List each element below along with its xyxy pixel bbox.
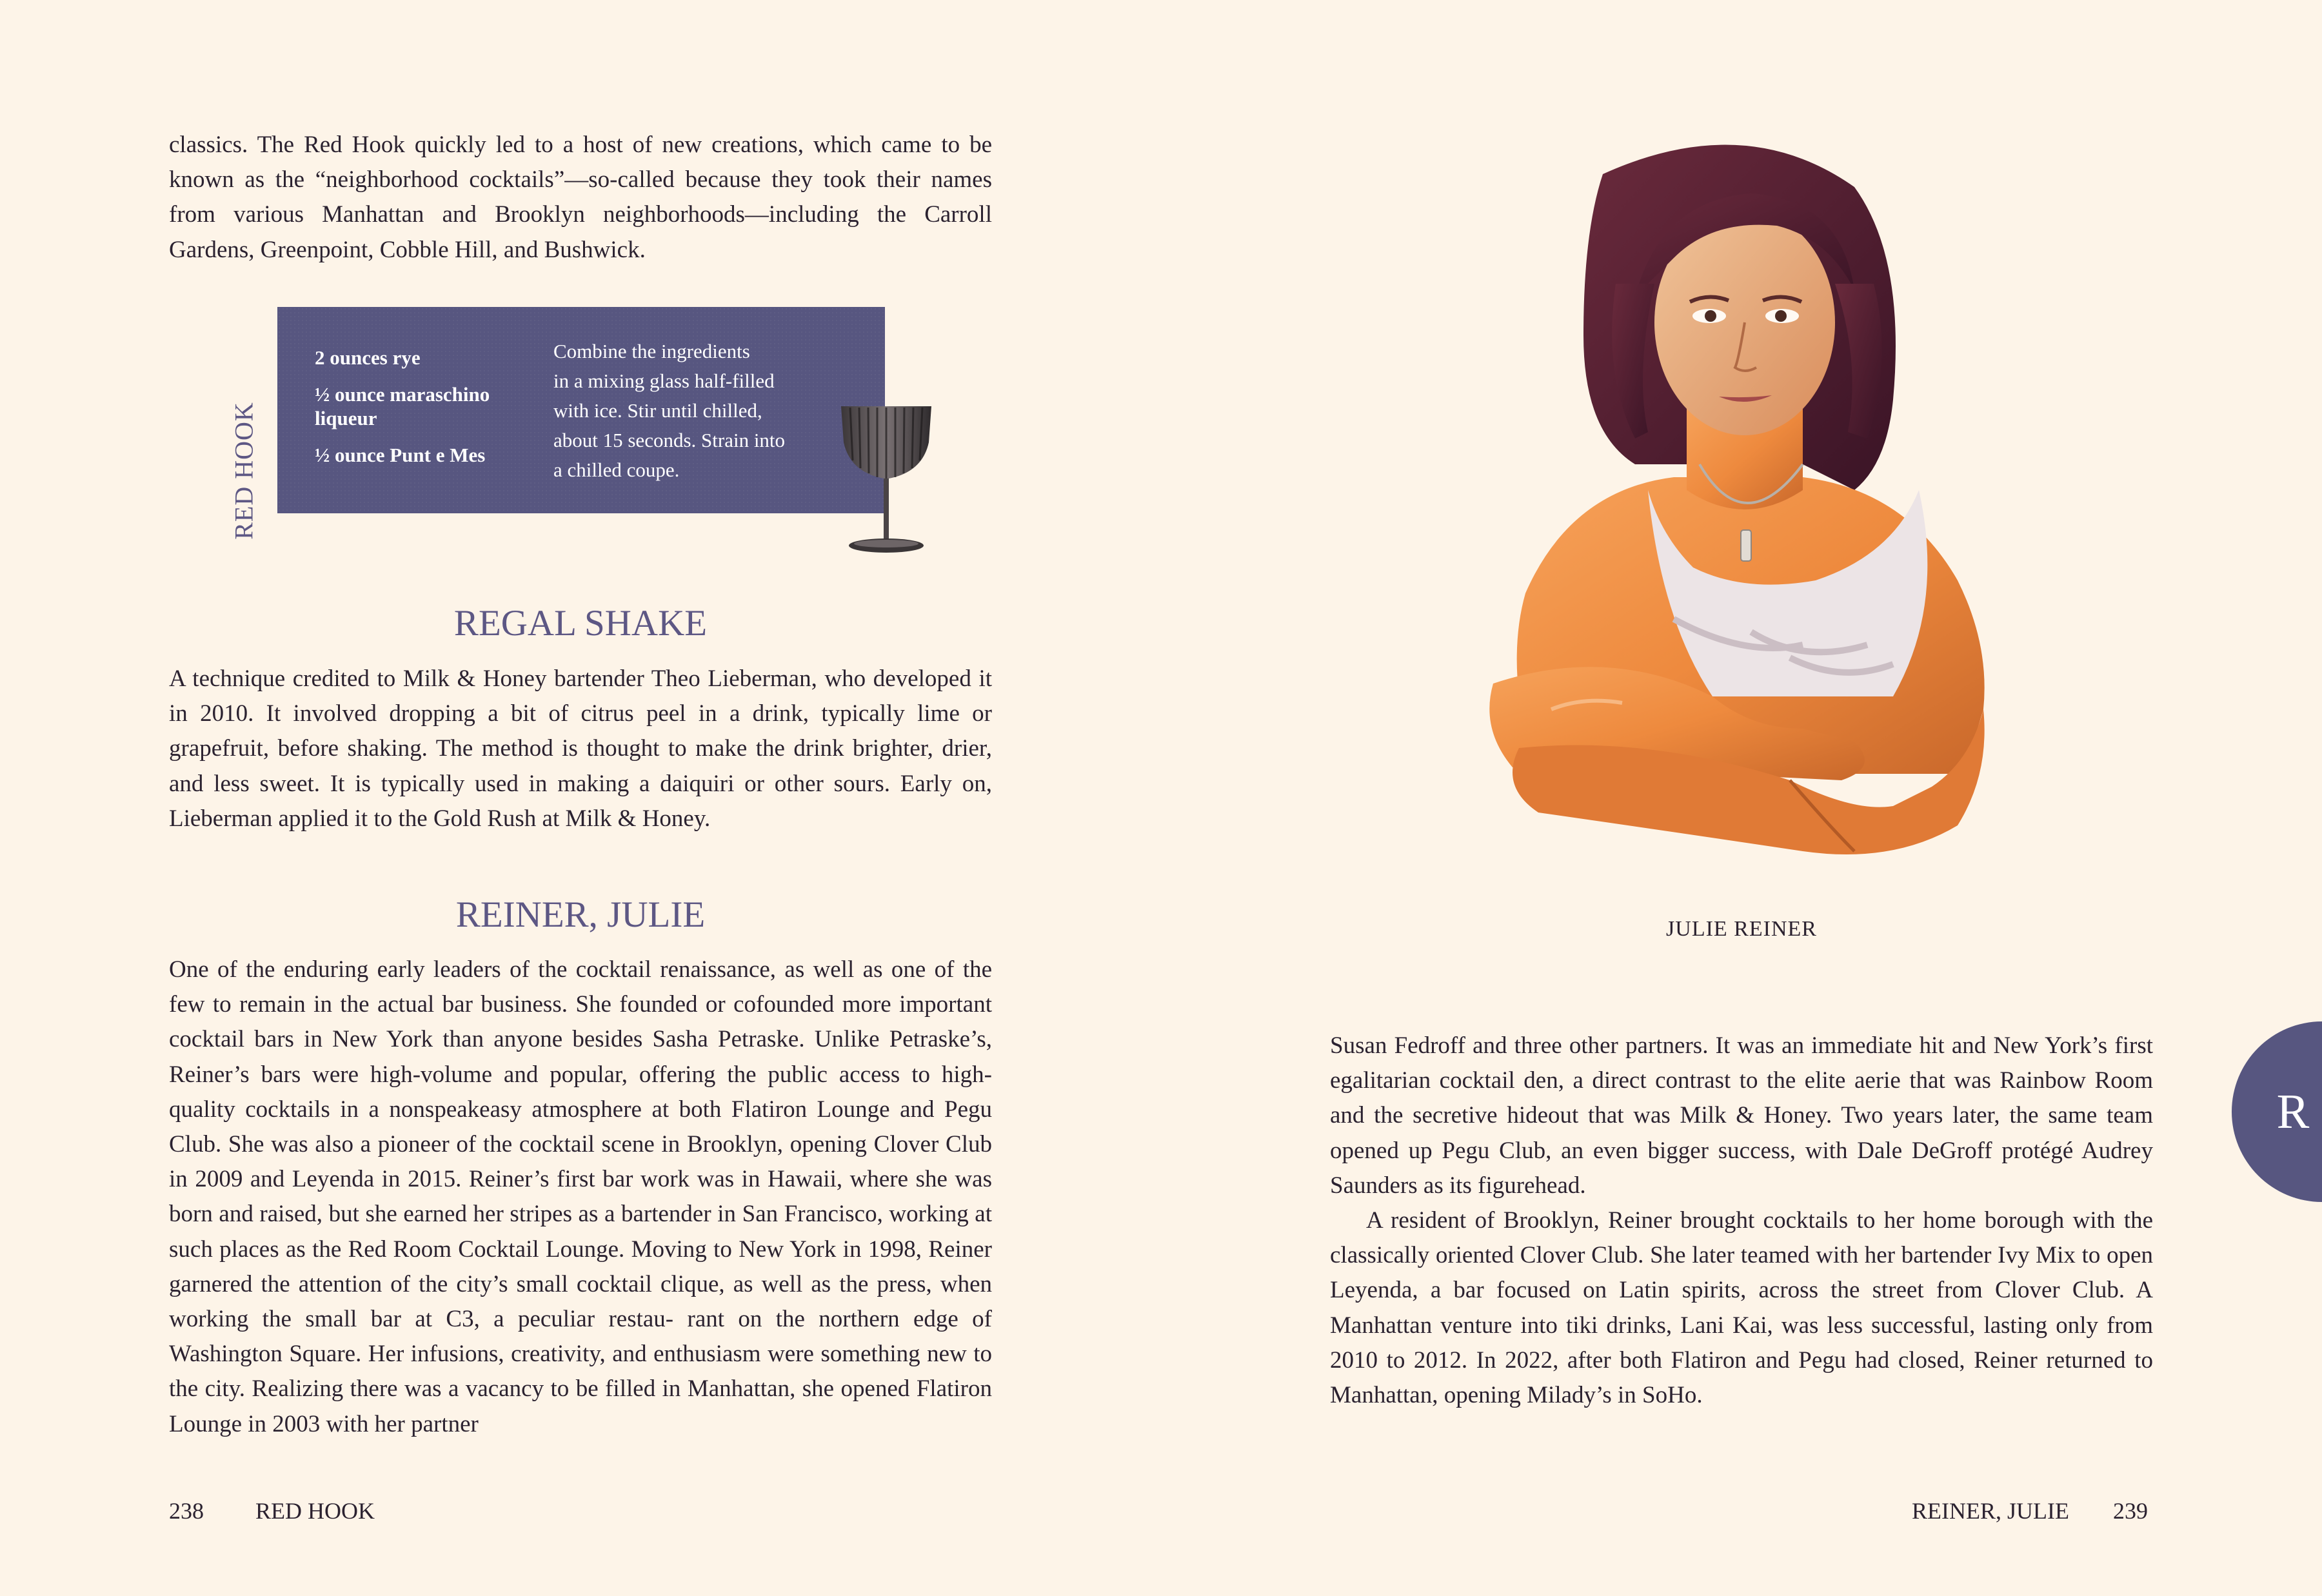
recipe-ingredients — [315, 346, 521, 480]
right-running-head: REINER, JULIE — [1912, 1498, 2069, 1524]
left-running-head: RED HOOK — [255, 1498, 375, 1524]
ingredient-item: 2 ounces rye — [315, 346, 421, 369]
recipe-card — [277, 307, 885, 513]
reiner-paragraph: One of the enduring early leaders of the cocktail renaissance, as well as one of the few to remain in the actual bar business. She founded or cofounded more important cocktail bars in New York than anyone besides Sasha Petraske. Unlike Petraske’s, Reiner’s bars were high-volume and popular, offering the public access to high-quality cocktails in a nonspeakeasy atmosphere at both Flatiron Lounge and Pegu Club. She was also a pioneer of the cocktail scene in Brooklyn, opening Clover Club in 2009 and Leyenda in 2015. Reiner’s first bar work was in Hawaii, where she was born and raised, but she earned her stripes as a bartender in San Francisco, working at such places as the Red Room Cocktail Lounge. Moving to New York in 1998, Reiner garnered the attention of the city’s small cocktail clique, as well as the press, when working the small bar at C3, a peculiar restau- rant on the northern edge of Washington Square. Her infusions, creativity, and enthusiasm were something new to the city. Realizing there was a vacancy to be filled in Manhattan, she opened Flatiron Lounge in 2003 with her partner — [169, 956, 993, 1437]
right-folio-number: 239 — [2113, 1498, 2148, 1524]
ingredient-item: ½ ounce maraschino liqueur — [315, 383, 490, 429]
ingredient-item: ½ ounce Punt e Mes — [315, 444, 486, 466]
intro-paragraph: classics. The Red Hook quickly led to a host of new creations, which came to be known as the “neighborhood cocktails”—so-called because they took their names from various Manhattan and Brooklyn neighborhoods—including the Carroll Gardens, Greenpoint, Cobble Hill, and Bushwick. — [169, 132, 992, 263]
reiner-julie-heading: REINER, JULIE — [455, 894, 706, 935]
thumb-tab-letter: R — [2276, 1085, 2310, 1139]
regal-shake-heading: REGAL SHAKE — [453, 603, 708, 644]
julie-reiner-portrait — [1442, 129, 2035, 890]
portrait-caption: JULIE REINER — [1666, 917, 1817, 941]
regal-shake-paragraph: A technique credited to Milk & Honey bartender Theo Lieberman, who developed it in 2010. It involved dropping a bit of citrus peel in a drink, typically lime or grapefruit, before shaking. The method is thought to make the drink brighter, drier, and less sweet. It is typically used in making a daiquiri or other sours. Early on, Lieberman applied it to the Gold Rush at Milk & Honey. — [169, 665, 992, 832]
right-paragraph-1: Susan Fedroff and three other partners. It was an immediate hit and New York’s first egalitarian cocktail den, a direct contrast to the elite aerie that was Rainbow Room and the secretive hideout that was Milk & Honey. Two years later, the same team opened up Pegu Club, an even bigger success, with Dale DeGroff protégé Audrey Saunders as its figurehead. — [1330, 1032, 2154, 1199]
recipe-name-vertical: RED HOOK — [229, 402, 259, 540]
coupe-glass-icon — [838, 402, 934, 555]
recipe-method: Combine the ingredients in a mixing glass half-filled with ice. Stir until chilled, about 15 seconds. Strain into a chilled coupe. — [553, 340, 786, 481]
right-paragraph-2: A resident of Brooklyn, Reiner brought cocktails to her home borough with the classically oriented Clover Club. She later teamed with her bartender Ivy Mix to open Leyenda, a bar focused on Latin spirits, across the street from Clover Club. A Manhattan venture into tiki drinks, Lani Kai, was less successful, lasting only from 2010 to 2012. In 2022, after both Flatiron and Pegu had closed, Reiner returned to Manhattan, opening Milady’s in SoHo. — [1330, 1207, 2154, 1409]
left-folio-number: 238 — [169, 1498, 204, 1524]
